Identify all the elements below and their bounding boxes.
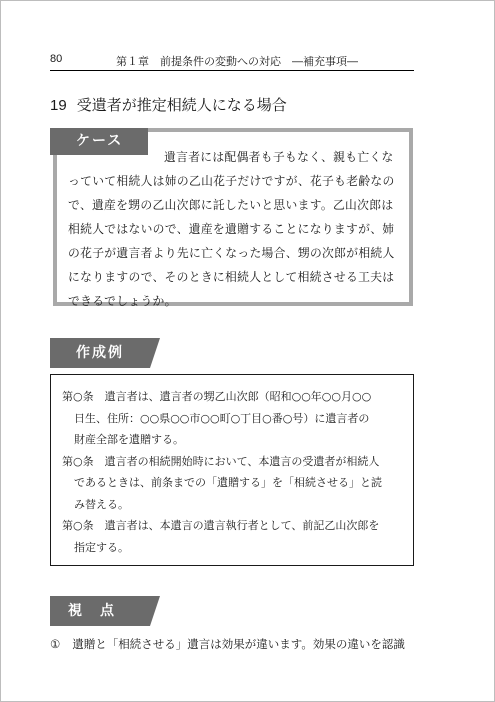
example-line: み替える。: [74, 497, 129, 511]
case-text: [68, 145, 410, 313]
case-line: 遺言者には配偶者も子もなく、親も亡くな: [164, 150, 394, 164]
running-header: [50, 51, 414, 69]
example-line: であるときは、前条までの「遺贈する」を「相続させる」と読: [74, 476, 382, 489]
section-title: [50, 94, 287, 115]
viewpoint-label: 視 点: [50, 596, 150, 626]
header-rule: [50, 70, 414, 71]
viewpoint-item: [50, 636, 405, 652]
case-line: っていて相続人は姉の乙山花子だけですが、花子も老齢なの: [68, 174, 395, 188]
example-label: 作成例: [50, 338, 150, 368]
case-line: で、遺産を甥の乙山次郎に託したいと思います。乙山次郎は: [68, 198, 394, 212]
section-title-text: 受遺者が推定相続人になる場合: [76, 96, 287, 114]
example-line: 指定する。: [74, 540, 129, 554]
section-number: 19: [50, 97, 67, 114]
example-line: 第○条 遺言者の相続開始時において、本遺言の受遺者が相続人: [62, 454, 380, 468]
case-line: 相続人ではないので、遺産を遺贈することになりますが、姉: [68, 222, 395, 236]
page-number: 80: [50, 53, 63, 65]
example-line: 財産全部を遺贈する。: [74, 433, 184, 446]
example-line: 第○条 遺言者は、本遺言の遺言執行者として、前記乙山次郎を: [62, 519, 380, 532]
case-line: の花子が遺言者より先に亡くなった場合、甥の次郎が相続人: [68, 246, 395, 260]
example-line: 第○条 遺言者は、遺言者の甥乙山次郎（昭和○○年○○月○○: [62, 390, 372, 403]
example-line: 日生、住所：○○県○○市○○町○丁目○番○号）に遺言者の: [74, 411, 370, 425]
example-text: [62, 386, 407, 558]
case-line: になりますので、そのときに相続人として相続させる工夫は: [68, 270, 395, 284]
case-line: できるでしょうか。: [68, 294, 177, 308]
viewpoint-item-marker: ①: [50, 637, 61, 651]
case-label: ケース: [50, 128, 148, 155]
viewpoint-item-text: 遺贈と「相続させる」遺言は効果が違います。効果の違いを認識: [72, 637, 405, 651]
chapter-heading: 第１章 前提条件の変動への対応 ―補充事項―: [116, 55, 358, 68]
